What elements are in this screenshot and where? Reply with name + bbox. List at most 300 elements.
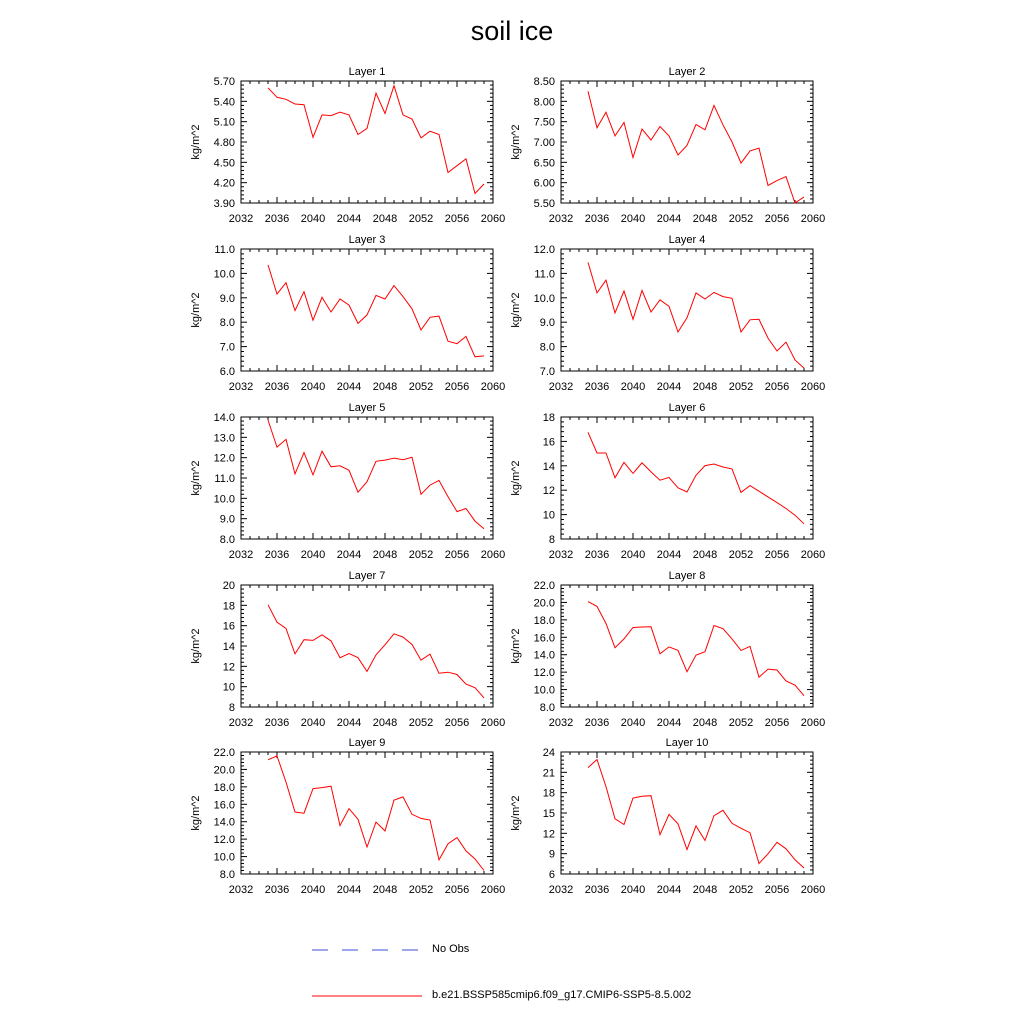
- data-point: [303, 104, 304, 105]
- y-tick-label: 18: [222, 600, 235, 613]
- data-point: [731, 823, 732, 824]
- x-tick-label: 2056: [444, 381, 470, 393]
- y-tick-label: 24: [542, 747, 555, 759]
- x-tick-label: 2052: [728, 717, 754, 729]
- y-tick-label: 16: [542, 436, 555, 449]
- data-point: [749, 646, 750, 647]
- data-point: [758, 319, 759, 320]
- data-point: [465, 508, 466, 509]
- legend-model-label: b.e21.BSSP585cmip6.f09_g17.CMIP6-SSP5-8.5.002: [432, 989, 692, 1001]
- data-point: [704, 465, 705, 466]
- y-tick-label: 7.0: [219, 341, 235, 354]
- data-point: [294, 653, 295, 654]
- y-tick-label: 11.0: [534, 268, 555, 281]
- data-point: [465, 158, 466, 159]
- y-axis-label: kg/m^2: [190, 460, 202, 496]
- data-point: [285, 439, 286, 440]
- data-point: [695, 825, 696, 826]
- data-point: [722, 296, 723, 297]
- data-point: [393, 457, 394, 458]
- x-tick-label: 2032: [228, 884, 254, 896]
- y-tick-label: 3.90: [213, 198, 235, 210]
- panel-layer-4: [510, 234, 825, 393]
- y-tick-label: 4.50: [213, 157, 235, 170]
- y-tick-label: 22.0: [533, 580, 555, 592]
- y-tick-label: 9: [548, 848, 555, 861]
- x-tick-label: 2032: [548, 717, 574, 729]
- x-tick-label: 2044: [336, 884, 362, 896]
- y-tick-label: 5.10: [213, 116, 235, 129]
- data-point: [429, 131, 430, 132]
- x-tick-label: 2044: [656, 381, 682, 393]
- plot-frame: [241, 81, 493, 203]
- data-point: [785, 680, 786, 681]
- data-point: [614, 647, 615, 648]
- data-point: [456, 343, 457, 344]
- data-point: [587, 601, 588, 602]
- data-point: [677, 331, 678, 332]
- data-point: [605, 623, 606, 624]
- data-point: [366, 481, 367, 482]
- data-point: [474, 521, 475, 522]
- data-point: [776, 350, 777, 351]
- data-point: [420, 137, 421, 138]
- y-tick-label: 14.0: [213, 816, 235, 829]
- data-point: [713, 463, 714, 464]
- data-point: [794, 515, 795, 516]
- data-point: [375, 654, 376, 655]
- x-tick-label: 2036: [264, 717, 290, 729]
- panel-layer-8: [510, 570, 825, 729]
- data-point: [749, 319, 750, 320]
- y-axis-label: kg/m^2: [510, 292, 522, 328]
- y-tick-label: 8.0: [539, 341, 555, 354]
- data-point: [659, 653, 660, 654]
- data-point: [659, 480, 660, 481]
- data-point: [321, 114, 322, 115]
- plot-frame: [241, 585, 493, 707]
- data-point: [695, 655, 696, 656]
- x-tick-label: 2060: [480, 884, 506, 896]
- data-point: [794, 859, 795, 860]
- data-point: [447, 672, 448, 673]
- x-tick-label: 2040: [300, 717, 326, 729]
- data-point: [614, 312, 615, 313]
- data-point: [303, 813, 304, 814]
- data-point: [686, 145, 687, 146]
- y-tick-label: 12: [542, 828, 555, 841]
- data-point: [695, 475, 696, 476]
- panel-title: Layer 8: [668, 570, 706, 582]
- x-tick-label: 2060: [800, 549, 826, 561]
- data-point: [312, 640, 313, 641]
- data-point: [438, 859, 439, 860]
- y-tick-label: 14.0: [213, 412, 235, 424]
- data-point: [785, 848, 786, 849]
- series-line: [268, 265, 484, 357]
- data-point: [632, 797, 633, 798]
- data-point: [330, 466, 331, 467]
- data-point: [596, 452, 597, 453]
- data-point: [465, 336, 466, 337]
- y-tick-label: 4.80: [213, 137, 235, 149]
- data-point: [749, 485, 750, 486]
- data-point: [632, 319, 633, 320]
- data-point: [267, 264, 268, 265]
- x-tick-label: 2040: [300, 381, 326, 393]
- data-point: [740, 492, 741, 493]
- x-tick-label: 2048: [692, 381, 718, 393]
- data-point: [321, 297, 322, 298]
- data-point: [447, 843, 448, 844]
- data-point: [285, 781, 286, 782]
- data-point: [704, 651, 705, 652]
- y-tick-label: 8: [548, 534, 555, 546]
- y-tick-label: 12: [542, 485, 555, 498]
- data-point: [438, 316, 439, 317]
- data-point: [767, 668, 768, 669]
- data-point: [740, 331, 741, 332]
- data-point: [456, 837, 457, 838]
- x-tick-label: 2036: [264, 549, 290, 561]
- x-tick-label: 2044: [336, 213, 362, 225]
- plot-frame: [561, 752, 813, 874]
- y-tick-label: 8.0: [219, 869, 235, 881]
- data-point: [384, 460, 385, 461]
- data-point: [303, 452, 304, 453]
- data-point: [731, 468, 732, 469]
- data-point: [438, 134, 439, 135]
- data-point: [641, 626, 642, 627]
- data-point: [614, 135, 615, 136]
- data-point: [420, 818, 421, 819]
- plot-frame: [241, 417, 493, 539]
- data-point: [294, 473, 295, 474]
- data-point: [767, 185, 768, 186]
- data-point: [740, 163, 741, 164]
- y-axis-label: kg/m^2: [510, 124, 522, 160]
- x-tick-label: 2048: [692, 717, 718, 729]
- y-tick-label: 6: [548, 869, 555, 881]
- y-tick-label: 11.0: [214, 473, 235, 485]
- y-tick-label: 15: [542, 808, 555, 820]
- x-tick-label: 2060: [800, 381, 826, 393]
- x-tick-label: 2040: [620, 549, 646, 561]
- data-point: [776, 502, 777, 503]
- data-point: [623, 638, 624, 639]
- data-point: [411, 308, 412, 309]
- data-point: [758, 148, 759, 149]
- data-point: [267, 419, 268, 420]
- data-point: [474, 356, 475, 357]
- y-tick-label: 14.0: [533, 649, 555, 662]
- y-tick-label: 10: [222, 681, 235, 694]
- y-tick-label: 16: [222, 620, 235, 633]
- x-tick-label: 2060: [800, 213, 826, 225]
- data-point: [758, 677, 759, 678]
- data-point: [348, 305, 349, 306]
- data-point: [294, 310, 295, 311]
- y-tick-label: 12.0: [213, 452, 235, 465]
- data-point: [276, 97, 277, 98]
- y-tick-label: 9.0: [219, 292, 235, 305]
- data-point: [605, 786, 606, 787]
- x-tick-label: 2052: [728, 549, 754, 561]
- panel-title: Layer 6: [668, 402, 706, 414]
- x-tick-label: 2060: [480, 213, 506, 225]
- data-point: [276, 294, 277, 295]
- data-point: [339, 465, 340, 466]
- y-tick-label: 8: [228, 702, 235, 714]
- data-point: [366, 846, 367, 847]
- data-point: [677, 650, 678, 651]
- data-point: [686, 491, 687, 492]
- data-point: [686, 671, 687, 672]
- y-tick-label: 6.0: [219, 366, 235, 378]
- data-point: [456, 165, 457, 166]
- data-point: [357, 134, 358, 135]
- data-point: [794, 685, 795, 686]
- x-tick-label: 2044: [336, 381, 362, 393]
- data-point: [623, 122, 624, 123]
- data-point: [420, 494, 421, 495]
- data-point: [641, 128, 642, 129]
- data-point: [623, 462, 624, 463]
- data-point: [587, 767, 588, 768]
- data-point: [659, 126, 660, 127]
- data-point: [587, 432, 588, 433]
- y-tick-label: 11.0: [214, 244, 235, 256]
- data-point: [447, 341, 448, 342]
- series-line: [588, 432, 804, 524]
- data-point: [650, 626, 651, 627]
- data-point: [686, 317, 687, 318]
- data-point: [794, 202, 795, 203]
- data-point: [659, 299, 660, 300]
- y-tick-label: 12.0: [533, 244, 555, 256]
- x-tick-label: 2060: [800, 717, 826, 729]
- data-point: [650, 471, 651, 472]
- data-point: [312, 474, 313, 475]
- data-point: [650, 795, 651, 796]
- data-point: [465, 684, 466, 685]
- x-tick-label: 2040: [300, 213, 326, 225]
- panel-layer-3: [190, 234, 505, 393]
- x-tick-label: 2032: [548, 381, 574, 393]
- data-point: [641, 462, 642, 463]
- x-tick-label: 2040: [620, 381, 646, 393]
- data-point: [483, 528, 484, 529]
- data-point: [312, 320, 313, 321]
- data-point: [321, 451, 322, 452]
- figure-title: soil ice: [470, 16, 554, 46]
- data-point: [474, 858, 475, 859]
- data-point: [366, 314, 367, 315]
- data-point: [357, 492, 358, 493]
- data-point: [803, 695, 804, 696]
- data-point: [456, 511, 457, 512]
- y-tick-label: 5.70: [213, 76, 235, 88]
- x-tick-label: 2036: [584, 549, 610, 561]
- data-point: [605, 112, 606, 113]
- panel-layer-1: [190, 66, 505, 225]
- data-point: [348, 653, 349, 654]
- y-tick-label: 8.0: [539, 702, 555, 714]
- data-point: [339, 298, 340, 299]
- x-tick-label: 2040: [620, 717, 646, 729]
- data-point: [785, 176, 786, 177]
- x-tick-label: 2048: [372, 381, 398, 393]
- data-point: [767, 496, 768, 497]
- data-point: [794, 359, 795, 360]
- data-point: [650, 139, 651, 140]
- series-line: [268, 86, 484, 194]
- x-tick-label: 2052: [728, 381, 754, 393]
- data-point: [312, 137, 313, 138]
- data-point: [348, 114, 349, 115]
- series-line: [588, 91, 804, 203]
- data-point: [695, 292, 696, 293]
- data-point: [267, 759, 268, 760]
- data-point: [438, 480, 439, 481]
- data-point: [402, 459, 403, 460]
- data-point: [321, 634, 322, 635]
- x-tick-label: 2032: [228, 381, 254, 393]
- data-point: [740, 650, 741, 651]
- data-point: [749, 150, 750, 151]
- y-tick-label: 7.00: [533, 137, 555, 149]
- data-point: [285, 282, 286, 283]
- x-tick-label: 2032: [548, 884, 574, 896]
- data-point: [294, 811, 295, 812]
- data-point: [650, 311, 651, 312]
- data-point: [348, 808, 349, 809]
- series-line: [588, 760, 804, 869]
- data-point: [267, 604, 268, 605]
- x-tick-label: 2056: [444, 213, 470, 225]
- legend-model-line: [312, 994, 424, 998]
- x-tick-label: 2032: [228, 717, 254, 729]
- y-tick-label: 18: [542, 787, 555, 800]
- data-point: [722, 628, 723, 629]
- data-point: [447, 496, 448, 497]
- data-point: [303, 639, 304, 640]
- data-point: [713, 625, 714, 626]
- data-point: [411, 118, 412, 119]
- y-tick-label: 18: [542, 412, 555, 424]
- panel-title: Layer 3: [348, 234, 386, 246]
- x-tick-label: 2036: [584, 213, 610, 225]
- y-tick-label: 10: [542, 509, 555, 522]
- x-tick-label: 2056: [764, 884, 790, 896]
- y-tick-label: 10.0: [213, 851, 235, 864]
- y-tick-label: 5.50: [533, 198, 555, 210]
- x-tick-label: 2044: [336, 717, 362, 729]
- x-tick-label: 2060: [480, 549, 506, 561]
- y-tick-label: 18.0: [533, 614, 555, 627]
- x-tick-label: 2056: [764, 717, 790, 729]
- data-point: [357, 657, 358, 658]
- data-point: [393, 633, 394, 634]
- data-point: [587, 91, 588, 92]
- data-point: [767, 853, 768, 854]
- x-tick-label: 2040: [620, 884, 646, 896]
- x-tick-label: 2048: [692, 884, 718, 896]
- data-point: [596, 606, 597, 607]
- x-tick-label: 2044: [656, 213, 682, 225]
- data-point: [483, 183, 484, 184]
- y-tick-label: 7.50: [533, 116, 555, 129]
- y-tick-label: 9.0: [219, 513, 235, 526]
- panel-layer-6: [510, 402, 825, 561]
- y-axis-label: kg/m^2: [190, 628, 202, 664]
- legend-obs-label: No Obs: [432, 943, 470, 955]
- data-point: [321, 787, 322, 788]
- x-tick-label: 2056: [764, 213, 790, 225]
- data-point: [641, 290, 642, 291]
- series-line: [588, 602, 804, 696]
- data-point: [704, 298, 705, 299]
- panel-title: Layer 2: [668, 66, 706, 78]
- data-point: [704, 840, 705, 841]
- x-tick-label: 2060: [800, 884, 826, 896]
- y-tick-label: 5.40: [213, 96, 235, 109]
- x-tick-label: 2032: [548, 549, 574, 561]
- x-tick-label: 2052: [728, 213, 754, 225]
- y-axis-label: kg/m^2: [190, 795, 202, 831]
- x-tick-label: 2032: [548, 213, 574, 225]
- panel-title: Layer 5: [348, 402, 386, 414]
- x-tick-label: 2032: [228, 213, 254, 225]
- data-point: [632, 627, 633, 628]
- data-point: [276, 755, 277, 756]
- data-point: [722, 810, 723, 811]
- data-point: [668, 306, 669, 307]
- data-point: [339, 112, 340, 113]
- data-point: [740, 828, 741, 829]
- data-point: [393, 285, 394, 286]
- y-axis-label: kg/m^2: [510, 795, 522, 831]
- data-point: [605, 280, 606, 281]
- panel-title: Layer 7: [348, 570, 386, 582]
- data-point: [677, 154, 678, 155]
- y-tick-label: 8.50: [533, 76, 555, 88]
- data-point: [668, 814, 669, 815]
- x-tick-label: 2036: [264, 884, 290, 896]
- data-point: [686, 849, 687, 850]
- data-point: [339, 825, 340, 826]
- x-tick-label: 2036: [584, 381, 610, 393]
- data-point: [420, 329, 421, 330]
- data-point: [483, 870, 484, 871]
- x-tick-label: 2056: [444, 717, 470, 729]
- data-point: [366, 128, 367, 129]
- x-tick-label: 2056: [764, 381, 790, 393]
- data-point: [785, 342, 786, 343]
- data-point: [303, 291, 304, 292]
- series-line: [268, 605, 484, 698]
- y-axis-label: kg/m^2: [190, 292, 202, 328]
- data-point: [393, 800, 394, 801]
- data-point: [357, 323, 358, 324]
- data-point: [803, 523, 804, 524]
- data-point: [384, 113, 385, 114]
- y-tick-label: 16.0: [533, 632, 555, 645]
- series-line: [268, 420, 484, 529]
- series-line: [268, 756, 484, 871]
- data-point: [623, 290, 624, 291]
- data-point: [668, 135, 669, 136]
